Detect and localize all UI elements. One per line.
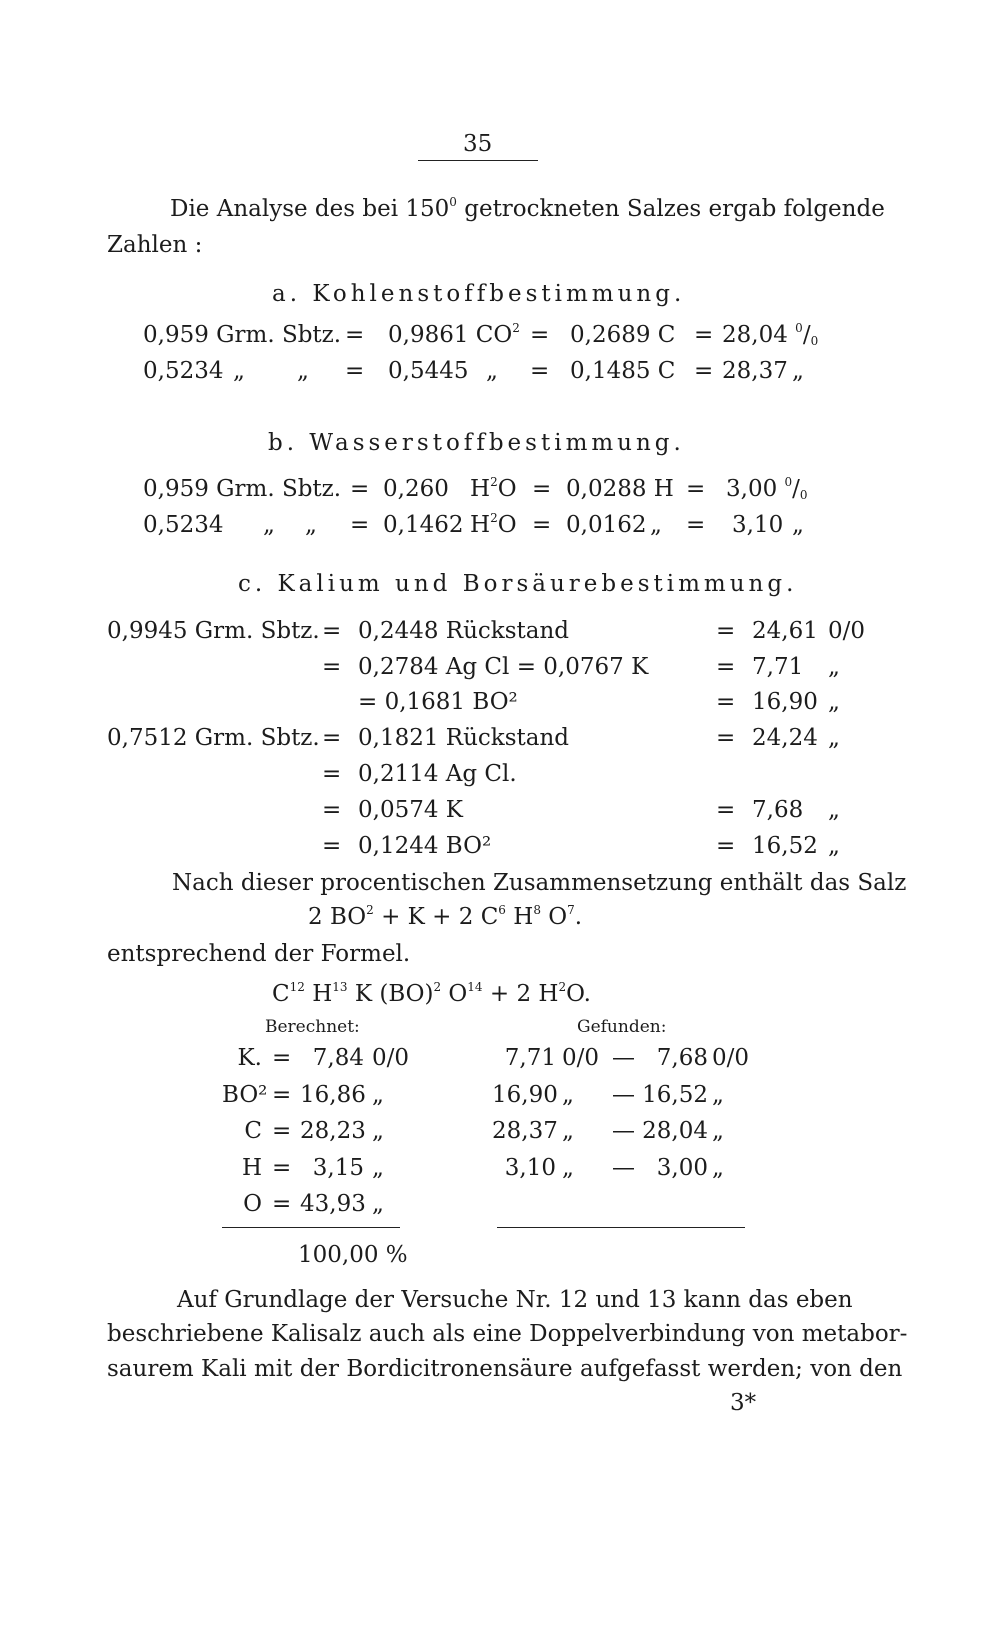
ditto-mark: „ (305, 512, 317, 538)
equals: = (716, 618, 736, 644)
equals: = (322, 833, 342, 859)
calculated-value: 16,86 (300, 1082, 366, 1108)
calculated-value: 28,23 (300, 1118, 366, 1144)
amount: 0,7512 Grm. Sbtz. (107, 725, 320, 751)
closing-line-3: saurem Kali mit der Bordicitronensäure aufgefasst werden; von den (107, 1356, 903, 1382)
formula-h2o: $H^2O$ (470, 475, 517, 502)
percent-value: 28,37 (722, 358, 788, 384)
found-value-1: 28,37 (492, 1118, 558, 1144)
unit-mark: „ (372, 1082, 384, 1108)
percent-value: 24,61 (752, 618, 818, 644)
found-value-2: 3,00 (656, 1155, 708, 1181)
equals: = (345, 358, 365, 384)
equals: = (716, 725, 736, 751)
intro-line-2: Zahlen : (107, 232, 203, 258)
unit-mark: „ (828, 833, 840, 859)
measurement: = 0,1681 BO² (358, 689, 518, 715)
percent-value: 7,68 (752, 797, 804, 823)
value: 0,5445 (388, 358, 469, 384)
intro-text-b: getrockneten Salzes ergab folgende (456, 196, 885, 222)
unit-mark: „ (372, 1118, 384, 1144)
page-number: 35 (463, 131, 493, 157)
equals: = (272, 1045, 292, 1071)
unit-mark: „ (372, 1155, 384, 1181)
page-number-rule (418, 160, 538, 161)
dash: — (612, 1045, 635, 1071)
amount: 0,5234 (143, 358, 224, 384)
table-rule-right (497, 1227, 745, 1228)
equals: = (272, 1155, 292, 1181)
dash: — (612, 1118, 635, 1144)
percent-value: 7,71 (752, 654, 804, 680)
unit-mark: „ (828, 725, 840, 751)
value: 0,0162 (566, 512, 647, 538)
unit-mark: „ (712, 1118, 724, 1144)
value: 0,1462 (383, 512, 464, 538)
found-value-2: 7,68 (656, 1045, 708, 1071)
unit-mark: „ (562, 1155, 574, 1181)
found-value-1: 16,90 (492, 1082, 558, 1108)
unit-mark: 0/0 (562, 1045, 600, 1071)
ditto-mark: „ (233, 358, 245, 384)
unit-mark: „ (562, 1118, 574, 1144)
equals: = (350, 512, 370, 538)
element: K. (237, 1045, 262, 1071)
equals: = (532, 512, 552, 538)
unit-mark: „ (712, 1155, 724, 1181)
equals: = (686, 476, 706, 502)
percent-value: 16,52 (752, 833, 818, 859)
table-total: 100,00 % (298, 1242, 408, 1268)
equals: = (322, 654, 342, 680)
element: BO² (222, 1082, 268, 1108)
equals: = (716, 654, 736, 680)
percent-value: 3,10 (732, 512, 784, 538)
unit-mark: „ (828, 654, 840, 680)
element: C (244, 1118, 262, 1144)
equals: = (345, 322, 365, 348)
measurement: 0,2784 Ag Cl = 0,0767 K (358, 654, 649, 680)
section-b-heading: b. Wasserstoffbestimmung. (268, 430, 685, 456)
element: O (243, 1191, 262, 1217)
calculated-value: 3,15 (312, 1155, 364, 1181)
dash: — (612, 1155, 635, 1181)
amount: 0,9945 Grm. Sbtz. (107, 618, 320, 644)
equals: = (532, 476, 552, 502)
found-value-1: 3,10 (504, 1155, 556, 1181)
measurement: 0,1244 BO² (358, 833, 492, 859)
measurement: 0,2448 Rückstand (358, 618, 570, 644)
percent-value: 24,24 (752, 725, 818, 751)
measurement: 0,0574 K (358, 797, 463, 823)
amount: 0,959 Grm. Sbtz. (143, 476, 342, 502)
equals: = (686, 512, 706, 538)
composition-line: Nach dieser procentischen Zusammensetzung enthält das Salz (172, 870, 907, 896)
ditto-mark: „ (650, 512, 662, 538)
found-value-1: 7,71 (504, 1045, 556, 1071)
found-value-2: 28,04 (642, 1118, 708, 1144)
element: H (241, 1155, 262, 1181)
unit-mark: „ (712, 1082, 724, 1108)
formula-h2o: $H^2O$ (470, 511, 517, 538)
amount: 0,5234 (143, 512, 224, 538)
equals: = (716, 689, 736, 715)
ditto-mark: „ (297, 358, 309, 384)
signature-mark: 3* (730, 1390, 757, 1416)
equals: = (694, 322, 714, 348)
equals: = (694, 358, 714, 384)
calculated-value: 7,84 (312, 1045, 364, 1071)
dash: — (612, 1082, 635, 1108)
table-rule-left (222, 1227, 400, 1228)
ditto-mark: „ (263, 512, 275, 538)
intro-line-1 (170, 196, 885, 222)
unit-mark: 0/0 (372, 1045, 410, 1071)
measurement: 0,2114 Ag Cl. (358, 761, 517, 787)
value-h: 0,0288 H (566, 476, 674, 502)
unit-mark: „ (828, 689, 840, 715)
intro-text-a: Die Analyse des bei 150 (170, 196, 450, 222)
unit-mark: „ (372, 1191, 384, 1217)
equals: = (530, 322, 550, 348)
value-c: 0,1485 C (570, 358, 676, 384)
ditto-mark: „ (792, 358, 804, 384)
found-value-2: 16,52 (642, 1082, 708, 1108)
unit-mark: „ (562, 1082, 574, 1108)
equals: = (272, 1118, 292, 1144)
header-found: Gefunden: (577, 1017, 667, 1037)
value-c: 0,2689 C (570, 322, 676, 348)
ditto-mark: „ (486, 358, 498, 384)
measurement: 0,1821 Rückstand (358, 725, 570, 751)
unit-mark: 0/0 (828, 618, 866, 644)
amount: 0,959 Grm. Sbtz. (143, 322, 342, 348)
formula-2: $C^{12}$ $H^{13}$ K (BO)$^2$ $O^{14} + 2$ $H^2O$. (272, 980, 591, 1007)
calculated-value: 43,93 (300, 1191, 366, 1217)
equals: = (530, 358, 550, 384)
formula-1: 2 $BO^2 + K + 2$ $C^6$ $H^8$ $O^7$. (308, 903, 583, 930)
value: 0,260 (383, 476, 449, 502)
equals: = (322, 761, 342, 787)
closing-line-2: beschriebene Kalisalz auch als eine Doppelverbindung von metabor- (107, 1321, 908, 1347)
equals: = (322, 797, 342, 823)
header-calculated: Berechnet: (265, 1017, 360, 1037)
value-co2: 0,9861 $CO^2$ (388, 321, 520, 348)
section-a-heading: a. Kohlenstoffbestimmung. (272, 281, 686, 307)
percent-value: 3,00 $^0/_0$ (726, 475, 808, 502)
equals: = (272, 1191, 292, 1217)
closing-line-1: Auf Grundlage der Versuche Nr. 12 und 13 kann das eben (177, 1287, 853, 1313)
percent-value: 16,90 (752, 689, 818, 715)
percent-value: 28,04 $^0/_0$ (722, 321, 819, 348)
unit-mark: „ (828, 797, 840, 823)
formula-intro: entsprechend der Formel. (107, 941, 411, 967)
equals: = (716, 797, 736, 823)
equals: = (272, 1082, 292, 1108)
section-c-heading: c. Kalium und Borsäurebestimmung. (238, 571, 798, 597)
degree-mark: 0 (449, 195, 457, 209)
equals: = (716, 833, 736, 859)
equals: = (322, 725, 342, 751)
ditto-mark: „ (792, 512, 804, 538)
unit-mark: 0/0 (712, 1045, 750, 1071)
equals: = (350, 476, 370, 502)
equals: = (322, 618, 342, 644)
